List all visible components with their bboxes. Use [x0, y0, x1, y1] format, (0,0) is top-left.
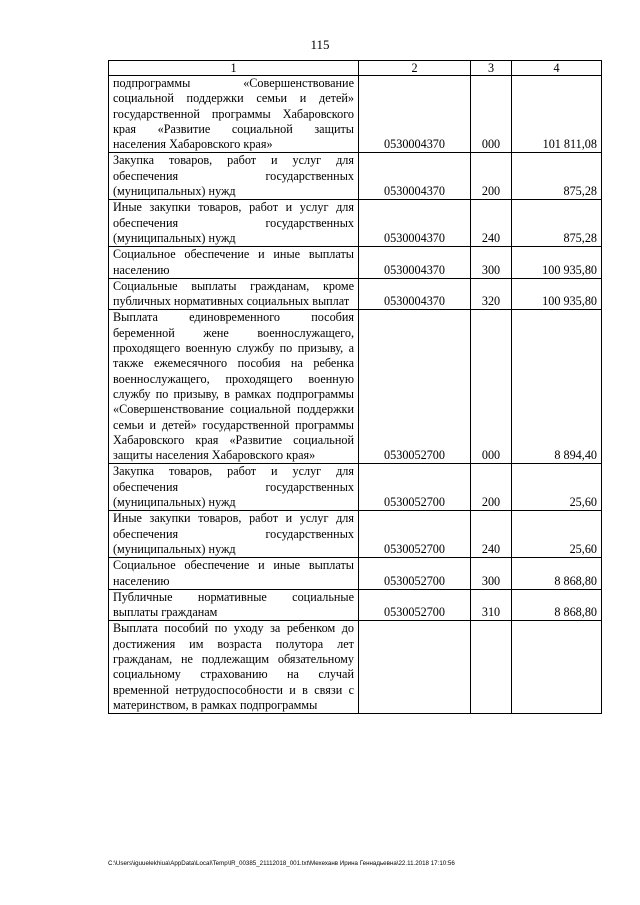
- row-type-cell: 200: [471, 153, 512, 200]
- table-row: [109, 76, 602, 153]
- budget-table: [108, 60, 602, 714]
- table-row: [109, 247, 602, 279]
- row-code-cell: 0530004370: [359, 247, 471, 279]
- row-amount-cell: 875,28: [512, 200, 602, 247]
- row-type-cell: 240: [471, 511, 512, 558]
- row-amount-cell: 100 935,80: [512, 247, 602, 279]
- row-amount-cell: 8 894,40: [512, 310, 602, 464]
- row-code-cell: 0530052700: [359, 558, 471, 590]
- row-type-cell: 200: [471, 464, 512, 511]
- row-name-cell: Иные закупки товаров, работ и услуг для обеспечения государственных (муниципальных) нужд: [109, 200, 359, 247]
- row-code-cell: 0530004370: [359, 153, 471, 200]
- column-header-2: 2: [359, 61, 471, 76]
- row-code-cell: 0530004370: [359, 76, 471, 153]
- row-amount-cell: 875,28: [512, 153, 602, 200]
- row-code-cell: 0530004370: [359, 200, 471, 247]
- row-type-cell: 300: [471, 558, 512, 590]
- row-amount-cell: 25,60: [512, 464, 602, 511]
- row-amount-cell: 8 868,80: [512, 558, 602, 590]
- row-amount-cell: 8 868,80: [512, 589, 602, 621]
- column-header-4: 4: [512, 61, 602, 76]
- row-name-cell: Социальные выплаты гражданам, кроме публичных нормативных социальных выплат: [109, 278, 359, 310]
- row-name-cell: Выплата единовременного пособия беременной жене военнослужащего, проходящего военную службу по призыву, а также ежемесячного пособия на ребенка военнослужащего, проходящего военную службу по призыву, в рамках подпрограммы «Совершенствование социальной поддержки семьи и детей» государственной программы Хабаровского края «Развитие социальной защиты населения Хабаровского края»: [109, 310, 359, 464]
- row-code-cell: 0530052700: [359, 511, 471, 558]
- column-header-3: 3: [471, 61, 512, 76]
- table-row: [109, 589, 602, 621]
- row-amount-cell: 25,60: [512, 511, 602, 558]
- table-row: [109, 621, 602, 714]
- document-footer-path: C:\Users\iguuelekhiua\AppData\Local\Temp\IR_00385_21112018_001.txt\Мехеханв Ирина Геннадьевна\22.11.2018 17:10:56: [108, 860, 455, 867]
- row-type-cell: 320: [471, 278, 512, 310]
- table-row: [109, 278, 602, 310]
- row-name-cell: Иные закупки товаров, работ и услуг для обеспечения государственных (муниципальных) нужд: [109, 511, 359, 558]
- row-type-cell: 240: [471, 200, 512, 247]
- row-code-cell: [359, 621, 471, 714]
- row-code-cell: 0530052700: [359, 310, 471, 464]
- table-header-row: [109, 61, 602, 76]
- row-name-cell: Социальное обеспечение и иные выплаты населению: [109, 247, 359, 279]
- row-type-cell: 300: [471, 247, 512, 279]
- table-row: [109, 310, 602, 464]
- row-name-cell: Выплата пособий по уходу за ребенком до достижения им возраста полутора лет гражданам, не подлежащим обязательному социальному страхованию на случай временной нетрудоспособности и в связи с материнством, в рамках подпрограммы: [109, 621, 359, 714]
- row-amount-cell: [512, 621, 602, 714]
- table-row: [109, 558, 602, 590]
- page-number: 115: [310, 37, 330, 52]
- row-name-cell: Публичные нормативные социальные выплаты гражданам: [109, 589, 359, 621]
- row-type-cell: 310: [471, 589, 512, 621]
- row-name-cell: Закупка товаров, работ и услуг для обеспечения государственных (муниципальных) нужд: [109, 464, 359, 511]
- column-header-1: 1: [109, 61, 359, 76]
- row-code-cell: 0530004370: [359, 278, 471, 310]
- table-row: [109, 464, 602, 511]
- table-row: [109, 200, 602, 247]
- row-name-cell: подпрограммы «Совершенствование социальной поддержки семьи и детей» государственной программы Хабаровского края «Развитие социальной защиты населения Хабаровского края»: [109, 76, 359, 153]
- row-amount-cell: 100 935,80: [512, 278, 602, 310]
- row-type-cell: 000: [471, 310, 512, 464]
- row-amount-cell: 101 811,08: [512, 76, 602, 153]
- row-code-cell: 0530052700: [359, 464, 471, 511]
- row-type-cell: [471, 621, 512, 714]
- row-name-cell: Социальное обеспечение и иные выплаты населению: [109, 558, 359, 590]
- row-name-cell: Закупка товаров, работ и услуг для обеспечения государственных (муниципальных) нужд: [109, 153, 359, 200]
- table-row: [109, 153, 602, 200]
- table-row: [109, 511, 602, 558]
- row-type-cell: 000: [471, 76, 512, 153]
- row-code-cell: 0530052700: [359, 589, 471, 621]
